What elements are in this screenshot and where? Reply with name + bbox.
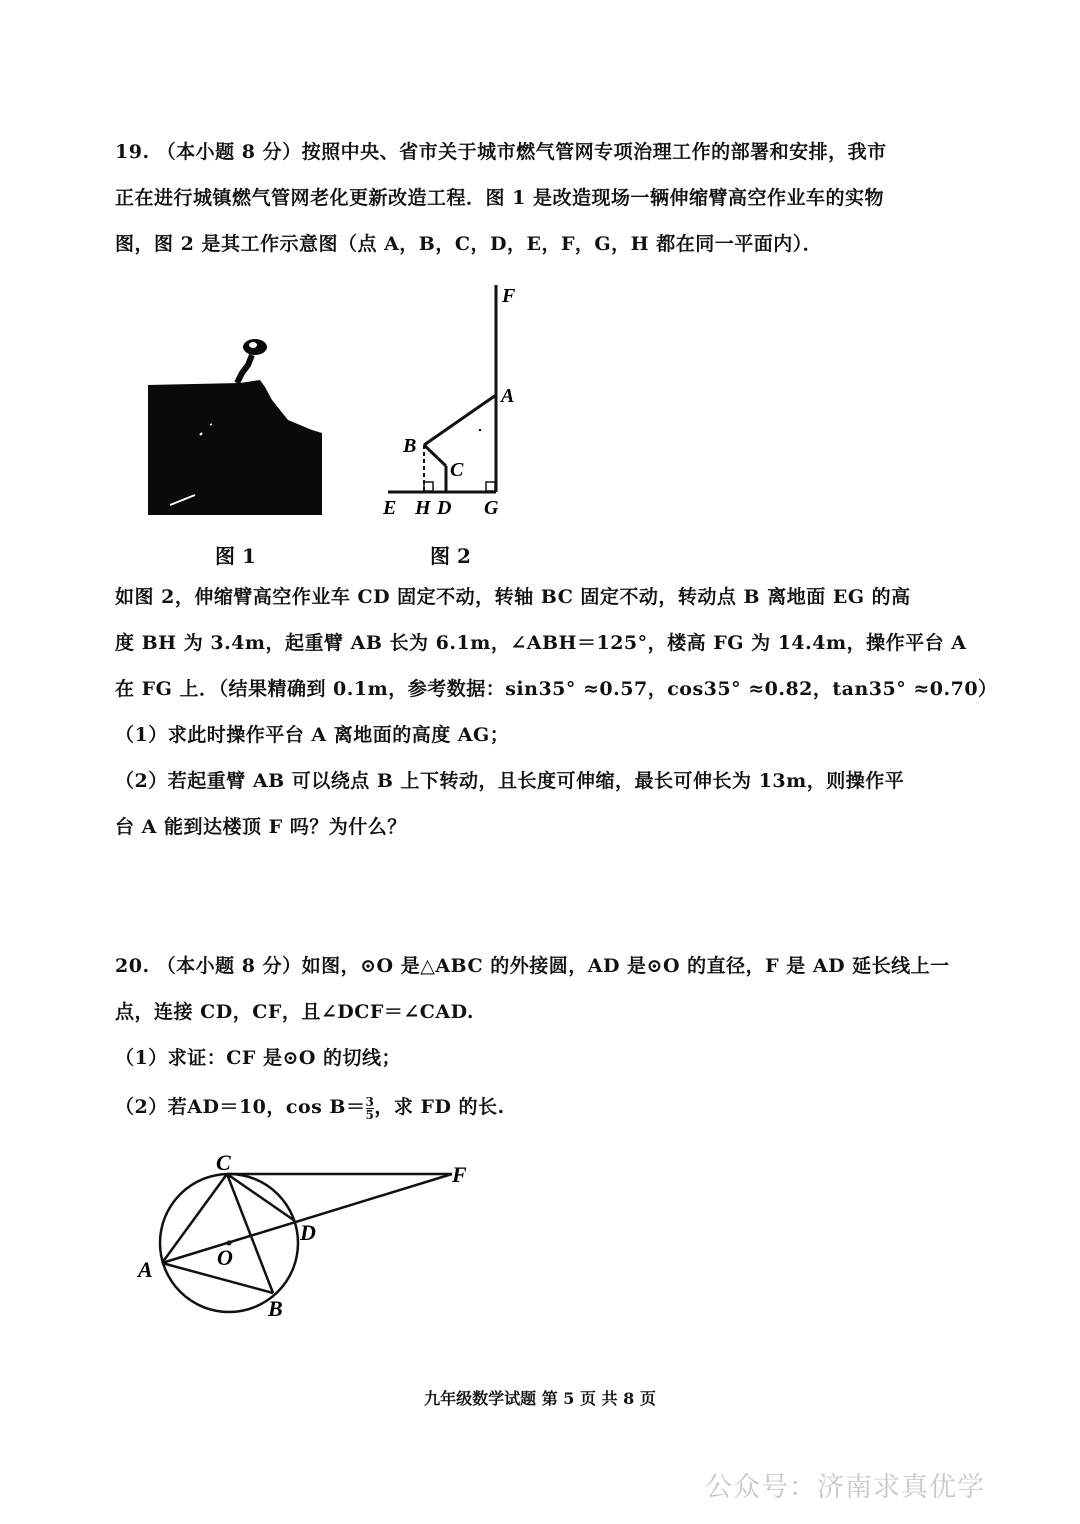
label-B: B <box>268 1296 283 1321</box>
figure-1-photo <box>140 325 330 520</box>
q20-line-1: 20. （本小题 8 分）如图，⊙O 是△ABC 的外接圆，AD 是⊙O 的直径，F 是 AD 延长线上一 <box>115 955 950 977</box>
q19-body-2: 度 BH 为 3.4m，起重臂 AB 长为 6.1m，∠ABH＝125°，楼高 FG 为 14.4m，操作平台 A <box>115 632 967 654</box>
q20-part-2 <box>115 1094 960 1121</box>
label-F: F <box>502 285 516 307</box>
q20-line-2: 点，连接 CD，CF，且∠DCF＝∠CAD. <box>115 1001 475 1023</box>
label-E: E <box>383 497 397 519</box>
q19-part-1: （1）求此时操作平台 A 离地面的高度 AG； <box>115 724 510 746</box>
q19-body-1: 如图 2，伸缩臂高空作业车 CD 固定不动，转轴 BC 固定不动，转动点 B 离地面 EG 的高 <box>115 586 911 608</box>
q19-part-2-line-1: （2）若起重臂 AB 可以绕点 B 上下转动，且长度可伸缩，最长可伸长为 13m，则操作平 <box>115 770 905 792</box>
figure-2-caption: 图 2 <box>430 544 471 568</box>
label-G: G <box>484 497 499 519</box>
label-F: F <box>452 1162 467 1187</box>
figure-2-diagram <box>380 280 530 525</box>
label-D: D <box>437 497 452 519</box>
label-B: B <box>403 435 417 457</box>
label-C: C <box>450 459 464 481</box>
fraction-denominator: 5 <box>365 1107 375 1122</box>
q20-part-1: （1）求证：CF 是⊙O 的切线； <box>115 1047 402 1069</box>
q19-line-1: 19. （本小题 8 分）按照中央、省市关于城市燃气管网专项治理工作的部署和安排，我市 <box>115 141 887 163</box>
fraction-numerator: 3 <box>365 1094 375 1109</box>
label-O: O <box>217 1245 233 1270</box>
q20-part-2-prefix: （2）若AD＝10，cos B＝ <box>115 1096 366 1118</box>
label-D: D <box>300 1220 316 1245</box>
q20-part-2-suffix: ，求 FD 的长. <box>374 1096 505 1118</box>
q19-part-2-line-2: 台 A 能到达楼顶 F 吗？为什么？ <box>115 816 407 838</box>
page-footer: 九年级数学试题 第 5 页 共 8 页 <box>424 1389 656 1408</box>
figure-1-caption: 图 1 <box>215 544 256 568</box>
q19-line-3: 图，图 2 是其工作示意图（点 A，B，C，D，E，F，G，H 都在同一平面内）． <box>115 233 823 255</box>
q19-body-3: 在 FG 上．（结果精确到 0.1m，参考数据：sin35° ≈0.57，cos35° ≈0.82，tan35° ≈0.70） <box>115 678 998 700</box>
q19-line-2: 正在进行城镇燃气管网老化更新改造工程．图 1 是改造现场一辆伸缩臂高空作业车的实物 <box>115 187 884 209</box>
watermark: 公众号：济南求真优学 <box>705 1472 985 1503</box>
label-A: A <box>138 1257 153 1282</box>
label-H: H <box>415 497 431 519</box>
figure-circle-diagram <box>130 1140 490 1330</box>
label-C: C <box>216 1150 231 1175</box>
label-A: A <box>501 385 515 407</box>
